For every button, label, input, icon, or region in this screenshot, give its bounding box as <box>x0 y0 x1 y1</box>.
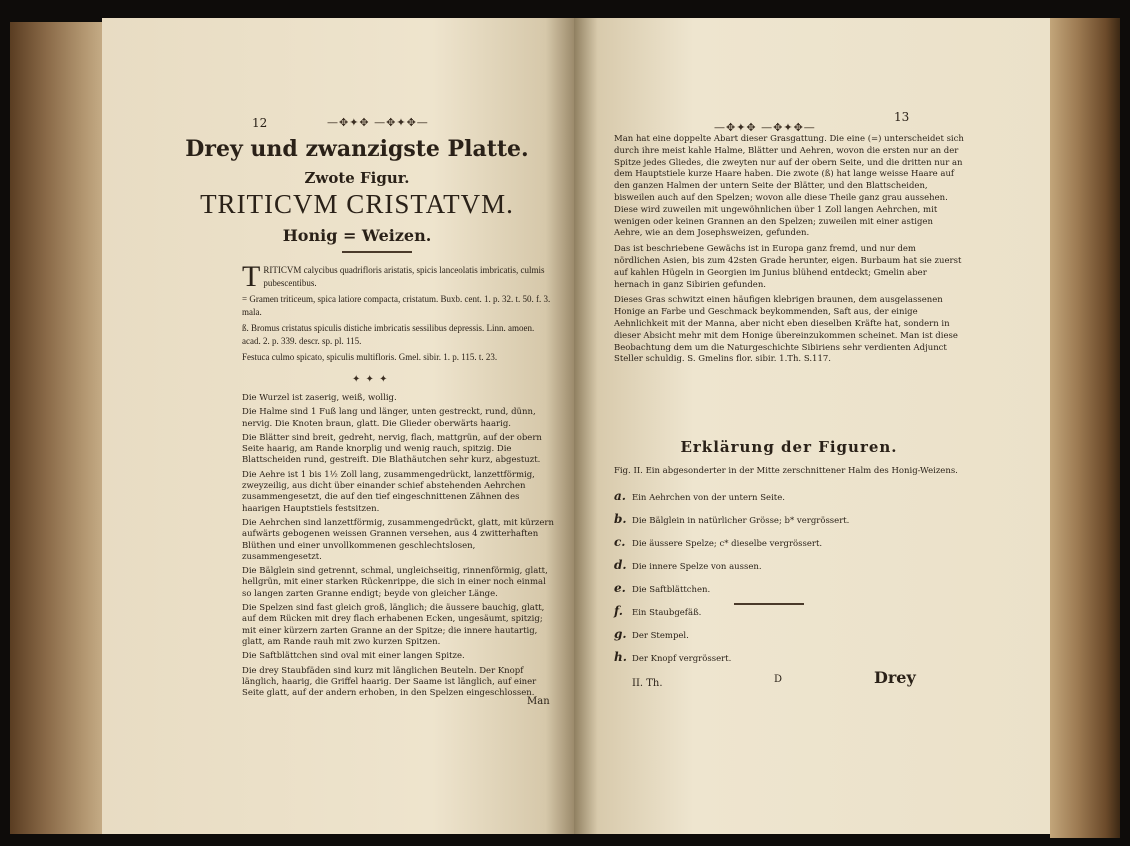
desc-lemmas: Die Spelzen sind fast gleich groß, länglich; die äussere bauchig, glatt, auf dem Rücken mit drey flach erhabenen Ecken, ungesäumt, spitzig; mit einer kürzern zarten Granne an der Spitze; die innere hautartig, glatt, am Rande rauh mit zwo kurzen Spitzen. <box>242 603 545 647</box>
legend-label: d. <box>614 558 627 572</box>
latin-species-name: TRITICVM CRISTATVM. <box>200 189 514 219</box>
legend-label: f. <box>614 604 623 618</box>
right-page-block-edge <box>1050 18 1120 838</box>
diagnosis-text: RITICVM calycibus quadrifloris aristatis, spicis lanceolatis imbricatis, culmis pubescentibus. <box>263 265 545 288</box>
left-catchword: Man <box>527 696 550 707</box>
description-block <box>242 393 554 702</box>
left-cover-edge <box>10 22 102 834</box>
figure-legend <box>614 466 964 675</box>
varieties-paragraph: Man hat eine doppelte Abart dieser Grasgattung. Die eine (=) unterscheidet sich durch ihre meist kahle Halme, Blätter und Aehren, wovon die ersten nur an der Spitze jedes Gliedes, die zweyten nur auf der obern Seite, und die dritten nur an dem Hauptstiele kurze Haare haben. Die zwote (ß) hat lange weisse Haare auf den ganzen Halmen der untern Seite der Blätter, und den Blattscheiden, bisweilen auch auf den Spelzen; wovon alle diese Theile ganz grau aussehen. Diese wird zuweilen mit ungewöhnlichen über 1 Zoll langen Aehrchen, mit wenigen oder keinen Grannen an den Spelzen; zuweilen mit einer astigen Aehre, wie an dem Josephsweizen, gefunden. <box>614 134 964 239</box>
legend-item-h <box>614 652 964 665</box>
desc-spike: Die Aehre ist 1 bis 1½ Zoll lang, zusammengedrückt, lanzettförmig, zweyzeilig, aus dicht über einander schief abstehenden Aehrchen zusammengesetzt, die auf den tief eingeschnittenen Zähnen des haarigen Hauptstiels festsitzen. <box>242 469 535 514</box>
diagnosis <box>242 260 552 293</box>
figure-caption: Fig. II. Ein abgesonderter in der Mitte zerschnittener Halm des Honig-Weizens. <box>614 466 958 476</box>
synonymy-block <box>242 260 552 368</box>
signature-mark: D <box>774 674 783 685</box>
synonym-gmelin: Festuca culmo spicato, spiculis multifloris. Gmel. sibir. 1. p. 115. t. 23. <box>242 352 498 362</box>
left-page-number: 12 <box>252 116 268 130</box>
desc-stamens: Die drey Staubfäden sind kurz mit länglichen Beuteln. Der Knopf länglich, haarig, die Griffel haarig. Der Saame ist länglich, auf einer Seite glatt, auf der andern erhoben, in den Spelzen eingeschlossen. <box>242 665 537 699</box>
legend-item-g <box>614 629 964 642</box>
legend-label: b. <box>614 512 627 526</box>
legend-text: Die Saftblättchen. <box>632 585 711 595</box>
legend-item-c <box>614 537 964 550</box>
synonym-alpha: = Gramen triticeum, spica latiore compacta, cristatum. Buxb. cent. 1. p. 32. t. 50. f. 3. mala. <box>242 294 551 317</box>
left-page <box>102 18 574 834</box>
right-page <box>574 18 1052 834</box>
common-species-name: Honig = Weizen. <box>282 226 432 245</box>
desc-leaves: Die Blätter sind breit, gedreht, nervig, flach, mattgrün, auf der obern Seite haarig, am Rande knorplig und wenig rauch, spitzig. Die Blattscheiden rund, gestreift. Die Blathäutchen sehr kurz, abgestuzt. <box>242 432 542 466</box>
desc-spikelets: Die Aehrchen sind lanzettförmig, zusammengedrückt, glatt, mit kürzern aufwärts gebogenen weissen Grannen versehen, aus 4 zwitterhaften Blüthen und einer unvollkommenen geschlechtslosen, zusammengesetzt. <box>242 517 554 562</box>
legend-text: Ein Staubgefäß. <box>632 608 702 618</box>
legend-item-e <box>614 583 964 596</box>
legend-item-a <box>614 491 964 504</box>
right-catchword: Drey <box>874 668 916 687</box>
signature-volume: II. Th. <box>632 678 663 689</box>
legend-label: e. <box>614 581 626 595</box>
plate-title: Drey und zwanzigste Platte. <box>185 136 529 162</box>
right-page-number: 13 <box>894 110 910 124</box>
open-book <box>10 18 1120 838</box>
legend-text: Der Stempel. <box>632 631 689 641</box>
honey-paragraph: Dieses Gras schwitzt einen häufigen klebrigen braunen, dem ausgelassenen Honige an Farbe und Geschmack beykommenden, Saft aus, der einige Aehnlichkeit mit der Manna, aber nicht eben dieselben Kräfte hat, sondern in dieser Absicht mehr mit dem Honige übereinzukommen scheinet. Man ist diese Beobachtung dem um die Naturgeschichte Sibiriens sehr verdienten Adjunct Steller schuldig. S. Gmelins flor. sibir. 1.Th. S.117. <box>614 295 958 365</box>
legend-label: g. <box>614 627 627 641</box>
explanation-title: Erklärung der Figuren. <box>680 438 898 456</box>
right-header-ornament: —✥✦✥ —✥✦✥— <box>714 121 816 134</box>
legend-label: h. <box>614 650 627 664</box>
desc-culms: Die Halme sind 1 Fuß lang und länger, unten gestreckt, rund, dünn, nervig. Die Knoten braun, glatt. Die Glieder oberwärts haarig. <box>242 407 536 429</box>
legend-item-b <box>614 514 964 527</box>
drop-cap: T <box>242 260 261 293</box>
legend-text: Die innere Spelze von aussen. <box>632 562 762 572</box>
desc-lodicules: Die Saftblättchen sind oval mit einer langen Spitze. <box>242 651 465 662</box>
left-header-ornament: —✥✦✥ —✥✦✥— <box>327 116 429 129</box>
distribution-paragraph: Das ist beschriebene Gewächs ist in Europa ganz fremd, und nur dem nördlichen Asien, bis zum 42sten Grade herunter, eigen. Burbaum hat sie zuerst auf kahlen Hügeln in Georgien im Junius blühend entdeckt; Gmelin aber hernach in ganz Sibirien gefunden. <box>614 244 962 290</box>
legend-label: a. <box>614 489 626 503</box>
legend-text: Die Bälglein in natürlicher Grösse; b* vergrössert. <box>632 516 850 526</box>
synonym-beta: ß. Bromus cristatus spiculis distiche imbricatis sessilibus depressis. Linn. amoen. acad. 2. p. 339. descr. sp. pl. 115. <box>242 323 535 346</box>
legend-item-f <box>614 606 964 619</box>
legend-label: c. <box>614 535 626 549</box>
legend-text: Die äussere Spelze; c* dieselbe vergrössert. <box>632 539 823 549</box>
title-rule <box>342 251 412 253</box>
legend-text: Ein Aehrchen von der untern Seite. <box>632 493 785 503</box>
desc-root: Die Wurzel ist zaserig, weiß, wollig. <box>242 393 397 403</box>
desc-glumes: Die Bälglein sind getrennt, schmal, ungleichseitig, rinnenförmig, glatt, hellgrün, mit einer starken Rückenrippe, die sich in einer noch einmal so langen zarten Granne endigt; beyde von gleicher Länge. <box>242 566 548 599</box>
end-rule <box>734 603 804 605</box>
section-divider: ✦ ✦ ✦ <box>352 374 389 385</box>
legend-text: Der Knopf vergrössert. <box>632 654 732 664</box>
figure-title: Zwote Figur. <box>304 169 410 187</box>
right-text-block <box>614 134 964 370</box>
legend-item-d <box>614 560 964 573</box>
